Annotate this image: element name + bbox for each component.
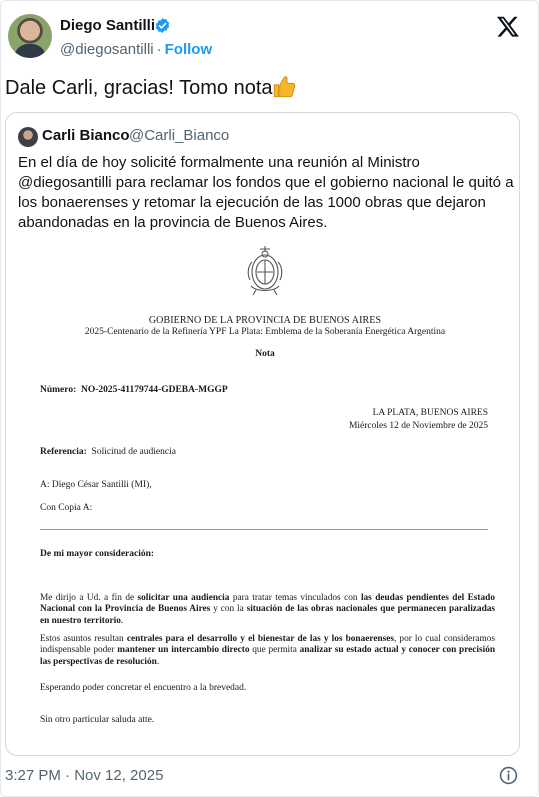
document-paragraph-1 [40,593,495,627]
document-number [40,385,228,395]
document-paragraph-3: Esperando poder concretar el encuentro a la brevedad. [40,683,247,693]
document-reference-label: Referencia: [40,447,87,457]
quoted-author-name[interactable]: Carli Bianco [42,127,130,144]
quoted-author-handle[interactable]: @Carli_Bianco [129,127,230,144]
document-number-value: NO-2025-41179744-GDEBA-MGGP [80,385,228,395]
quoted-tweet[interactable] [5,112,520,756]
follow-button[interactable]: Follow [164,41,213,58]
author-handle[interactable]: @diegosantilli [60,41,154,58]
tweet-text: Dale Carli, gracias! Tomo nota [5,77,273,99]
document-text-run: las deudas pendientes del Estado Nacional con la Provincia de Buenos Aires [40,593,495,615]
thumbs-up-icon [271,74,297,100]
document-text-run: situación de las obras nacionales que permanecen paralizadas en nuestro territorio [40,604,496,626]
document-text-run: centrales para el desarrollo y el bienestar de las y los bonaerenses [126,634,394,644]
document-closing: Sin otro particular saluda atte. [40,715,155,725]
document-text-run: mantener un intercambio directo [117,645,250,656]
document-heading: Nota [255,349,275,359]
document-divider [40,529,488,530]
quoted-tweet-text: En el día de hoy solicité formalmente una reunión al Ministro @diegosantilli para reclamar los fondos que el gobierno nacional le quitó a los bonaerenses y retomar la ejecución de las 1000 obras que dejaron abandonadas en la provincia de Buenos Aires. [18,154,514,231]
document-text-run: para tratar temas vinculados con [229,593,361,603]
tweet-timestamp[interactable]: 3:27 PM · Nov 12, 2025 [5,767,164,784]
author-name[interactable]: Diego Santilli [60,17,156,34]
verified-badge-icon [154,17,171,34]
document-place: LA PLATA, BUENOS AIRES [372,408,488,418]
document-recipient: A: Diego César Santilli (MI), [40,480,152,490]
handle-row [60,41,212,58]
document-text-run: Me dirijo a Ud. a fin de [40,593,138,603]
document-number-label: Número: [40,385,77,395]
author-avatar[interactable] [8,14,52,58]
document-greeting: De mi mayor consideración: [40,549,155,559]
separator: · [156,41,162,58]
x-logo-icon[interactable] [495,14,521,40]
document-text-run: analizar su estado actual y conocer con precisión las perspectivas de resolución [40,645,496,667]
document-cc: Con Copia A: [40,503,93,513]
document-reference [40,447,176,457]
document-text-run: , por lo cual consideramos indispensable poder [40,634,495,656]
document-reference-value: Solicitud de audiencia [91,447,176,457]
province-seal-icon [243,242,287,298]
document-paragraph-2 [40,634,495,668]
document-text-run: . [120,615,124,626]
attached-document-image[interactable] [20,238,510,748]
document-title: GOBIERNO DE LA PROVINCIA DE BUENOS AIRES [148,315,382,326]
document-text-run: solicitar una audiencia [137,593,230,603]
quoted-author-avatar[interactable] [18,127,38,147]
document-text-run: que permita [249,645,300,656]
document-text-run: Estos asuntos resultan [40,634,127,644]
document-text-run: . [156,656,160,667]
document-date: Miércoles 12 de Noviembre de 2025 [348,421,488,431]
document-subtitle: 2025-Centenario de la Refinería YPF La Plata: Emblema de la Soberanía Energética Argentina [84,327,446,337]
document-text-run: y con la [210,604,247,615]
info-icon[interactable] [499,766,518,785]
